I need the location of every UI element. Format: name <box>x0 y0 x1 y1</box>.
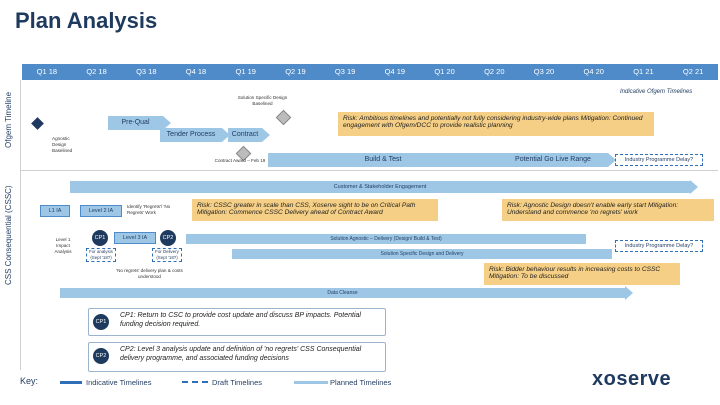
key-indicative: Indicative Timelines <box>86 378 152 387</box>
key-planned: Planned Timelines <box>330 378 392 387</box>
l3-ia-chip: Level 3 IA <box>114 232 156 244</box>
contract-bar: Contract <box>228 128 262 142</box>
quarter-label: Q1 21 <box>633 67 654 76</box>
xoserve-logo: xoserve <box>592 368 672 390</box>
quarter-label: Q2 18 <box>86 67 107 76</box>
cp2-milestone: CP2 <box>160 230 176 246</box>
build-test-bar: Build & Test <box>268 153 498 167</box>
contract-arrow-icon <box>262 128 270 142</box>
level1-impact-label: Level 1 Impact Analysis <box>54 237 72 254</box>
quarter-label: Q2 21 <box>682 67 704 76</box>
l2-ia-chip: Level 2 IA <box>80 205 122 217</box>
key-planned-line <box>294 381 328 384</box>
cp2-note-icon: CP2 <box>93 348 109 364</box>
pre-qual-bar: Pre-Qual <box>108 116 163 130</box>
key-draft: Draft Timelines <box>212 378 263 387</box>
cp1-note: CP1: Return to CSC to provide cost update and discuss BP impacts. Potential funding decision required. <box>120 312 361 329</box>
design-baselined-label: Solution Specific Design Baselined <box>237 95 288 106</box>
quarter-label: Q3 18 <box>136 67 157 76</box>
engagement-bar: Customer & Stakeholder Engagement <box>70 181 690 193</box>
l1-ia-chip: L1 IA <box>40 205 70 217</box>
key-label: Key: <box>20 376 39 386</box>
tender-process-bar: Tender Process <box>160 128 222 142</box>
for-delivery-box: For Delivery (Sept '18?) <box>152 248 182 262</box>
key-indicative-line <box>60 381 82 384</box>
quarter-label: Q3 20 <box>533 67 555 76</box>
quarter-label: Q2 20 <box>484 67 505 76</box>
quarter-header <box>22 64 718 80</box>
identify-regrets-label: Identify 'Regrets'/ 'No Regrets' Work <box>127 204 171 215</box>
for-analysis-box: For analysis (Sept '18?) <box>86 248 116 262</box>
cp2-note: CP2: Level 3 analysis update and definition of 'no regrets' CSS Consequential delivery programme, and associated funding decisions <box>120 346 362 363</box>
data-cleanse-bar: Data Cleanse <box>60 288 625 298</box>
data-cleanse-arrow-icon <box>625 286 633 300</box>
indicative-timeline-note: Indicative Ofgem Timelines <box>620 89 693 95</box>
quarter-label: Q1 20 <box>434 67 455 76</box>
quarter-label: Q1 19 <box>235 67 256 76</box>
contract-award-label: Contract Award – Feb 19 <box>214 158 266 163</box>
design-baselined-milestone <box>276 110 292 126</box>
risk-cssc-2: Risk: CSSC greater in scale than CSS, Xoserve sight to be on Critical Path Mitigation: Commence CSSC Delivery ahead of Contract Award <box>192 199 438 221</box>
risk-cssc-4: Risk: Bidder behaviour results in increasing costs to CSSC Mitigation: To be discussed <box>484 263 680 285</box>
cp1-milestone: CP1 <box>92 230 108 246</box>
quarter-label: Q4 18 <box>185 67 207 76</box>
industry-delay-box-2: Industry Programme Delay? <box>615 240 703 252</box>
quarter-label: Q2 19 <box>285 67 306 76</box>
agnostic-baselined-label: Agnostic Design Baselined <box>52 136 73 153</box>
specific-delivery-bar: Solution Specific Design and Delivery <box>232 249 612 259</box>
risk-cssc-3: Risk: Agnostic Design doesn't enable early start Mitigation: Understand and commence 'no regrets' work <box>502 199 714 221</box>
quarter-label: Q4 20 <box>583 67 604 76</box>
no-regrets-label: 'No regrets' delivery plan & costs understood <box>116 268 183 279</box>
cp1-note-icon: CP1 <box>93 314 109 330</box>
agnostic-delivery-bar: Solution Agnostic – Delivery (Design/ Build & Test) <box>186 234 586 244</box>
cssc-label: CSS Consequential (CSSC) <box>4 185 13 285</box>
engagement-arrow-icon <box>690 180 698 194</box>
quarter-label: Q1 18 <box>36 67 58 76</box>
quarter-label: Q3 19 <box>334 67 356 76</box>
industry-delay-box-1: Industry Programme Delay? <box>615 154 703 166</box>
ofgem-timeline-label: Ofgem Timeline <box>4 91 13 149</box>
quarter-label: Q4 19 <box>384 67 406 76</box>
agnostic-baselined-milestone <box>31 117 44 130</box>
go-live-bar: Potential Go Live Range <box>498 153 608 167</box>
risk-ofgem-1: Risk: Ambitious timelines and potentially not fully considering industry-wide plans Mitigation: Continued engagement with Ofgem/DCC to provide realistic planning <box>338 112 654 136</box>
page-title: Plan Analysis <box>15 8 158 33</box>
key-draft-line <box>182 381 208 383</box>
